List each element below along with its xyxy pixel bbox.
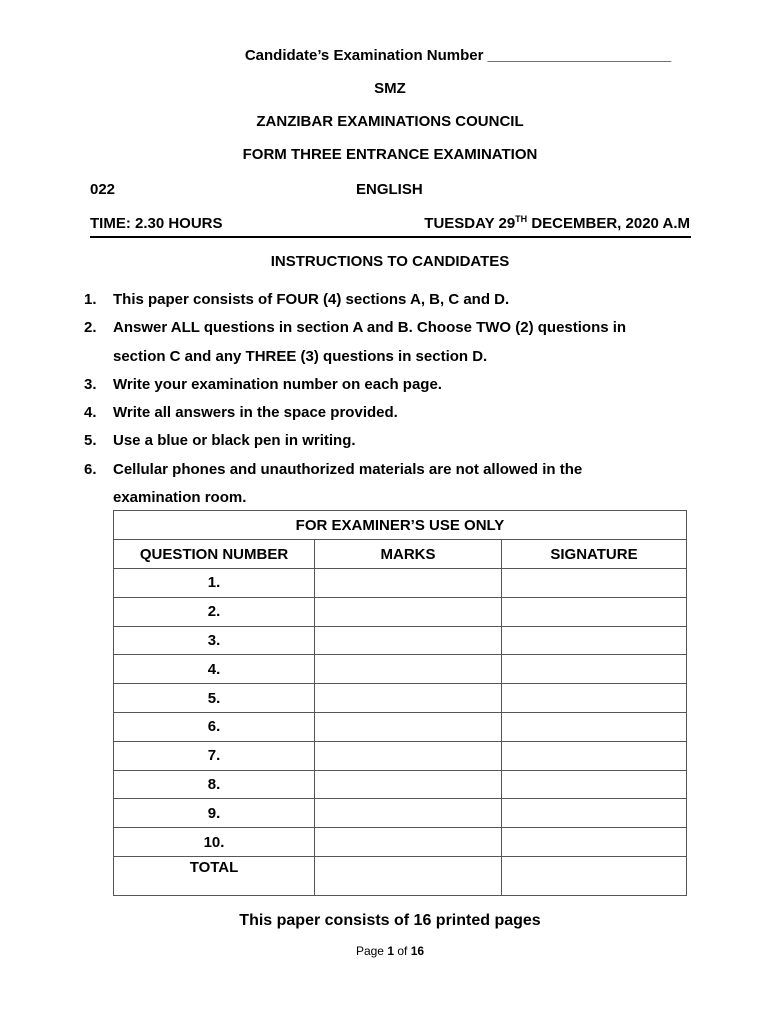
question-number: 8. — [114, 770, 315, 799]
time-date-row — [90, 215, 690, 232]
signature-cell — [502, 626, 687, 655]
subject: ENGLISH — [356, 181, 423, 198]
signature-cell — [502, 828, 687, 857]
marks-cell — [315, 569, 502, 598]
col-marks: MARKS — [315, 540, 502, 569]
marks-cell — [315, 770, 502, 799]
marks-cell — [315, 626, 502, 655]
examiner-table-title: FOR EXAMINER’S USE ONLY — [114, 511, 687, 540]
candidate-number-label: Candidate’s Examination Number ______________________ — [244, 47, 672, 64]
col-signature: SIGNATURE — [502, 540, 687, 569]
exam-time: TIME: 2.30 HOURS — [90, 215, 223, 232]
paper-row — [90, 181, 690, 198]
question-number: 4. — [114, 655, 315, 684]
exam-date: TUESDAY 29TH DECEMBER, 2020 A.M — [424, 214, 690, 232]
marks-cell — [315, 741, 502, 770]
instructions-heading: INSTRUCTIONS TO CANDIDATES — [270, 253, 510, 270]
page-number: Page 1 of 16 — [355, 944, 425, 958]
instructions-list — [84, 286, 704, 512]
question-number: 7. — [114, 741, 315, 770]
table-row — [114, 626, 687, 655]
table-row — [114, 741, 687, 770]
signature-cell — [502, 799, 687, 828]
org-short: SMZ — [374, 80, 406, 97]
instruction-item: 1. This paper consists of FOUR (4) sections A, B, C and D. — [84, 291, 510, 308]
total-signature-cell — [502, 856, 687, 895]
table-row — [114, 799, 687, 828]
printed-pages-note: This paper consists of 16 printed pages — [239, 912, 541, 929]
signature-cell — [502, 597, 687, 626]
marks-cell — [315, 799, 502, 828]
instruction-item: 3. Write your examination number on each page. — [84, 375, 442, 393]
question-number: 10. — [114, 828, 315, 857]
marks-cell — [315, 655, 502, 684]
signature-cell — [502, 712, 687, 741]
total-marks-cell — [315, 856, 502, 895]
marks-cell — [315, 597, 502, 626]
question-number: 1. — [114, 569, 315, 598]
table-row — [114, 655, 687, 684]
paper-code: 022 — [90, 181, 116, 198]
question-number: 3. — [114, 626, 315, 655]
instruction-item: 5. Use a blue or black pen in writing. — [84, 432, 356, 450]
marks-cell — [315, 712, 502, 741]
instruction-item: 4. Write all answers in the space provided. — [84, 404, 398, 422]
signature-cell — [502, 569, 687, 598]
header-divider — [90, 236, 691, 238]
table-row — [114, 597, 687, 626]
exam-title: FORM THREE ENTRANCE EXAMINATION — [242, 146, 538, 163]
signature-cell — [502, 770, 687, 799]
marks-cell — [315, 828, 502, 857]
table-row — [114, 828, 687, 857]
question-number: 9. — [114, 799, 315, 828]
signature-cell — [502, 741, 687, 770]
instruction-item: 2. Answer ALL questions in section A and B. Choose TWO (2) questions in section C and any THREE (3) questions in section D. — [84, 319, 627, 365]
table-row — [114, 712, 687, 741]
col-question-number: QUESTION NUMBER — [114, 540, 315, 569]
table-row — [114, 569, 687, 598]
question-number: 2. — [114, 597, 315, 626]
examiner-table — [113, 510, 687, 896]
question-number: 6. — [114, 712, 315, 741]
instruction-item: 6. Cellular phones and unauthorized materials are not allowed in the examination room. — [84, 460, 583, 507]
table-row — [114, 684, 687, 713]
marks-cell — [315, 684, 502, 713]
council-name: ZANZIBAR EXAMINATIONS COUNCIL — [256, 113, 524, 130]
total-label: TOTAL — [114, 856, 315, 895]
signature-cell — [502, 684, 687, 713]
total-row — [114, 856, 687, 895]
signature-cell — [502, 655, 687, 684]
question-number: 5. — [114, 684, 315, 713]
table-row — [114, 770, 687, 799]
